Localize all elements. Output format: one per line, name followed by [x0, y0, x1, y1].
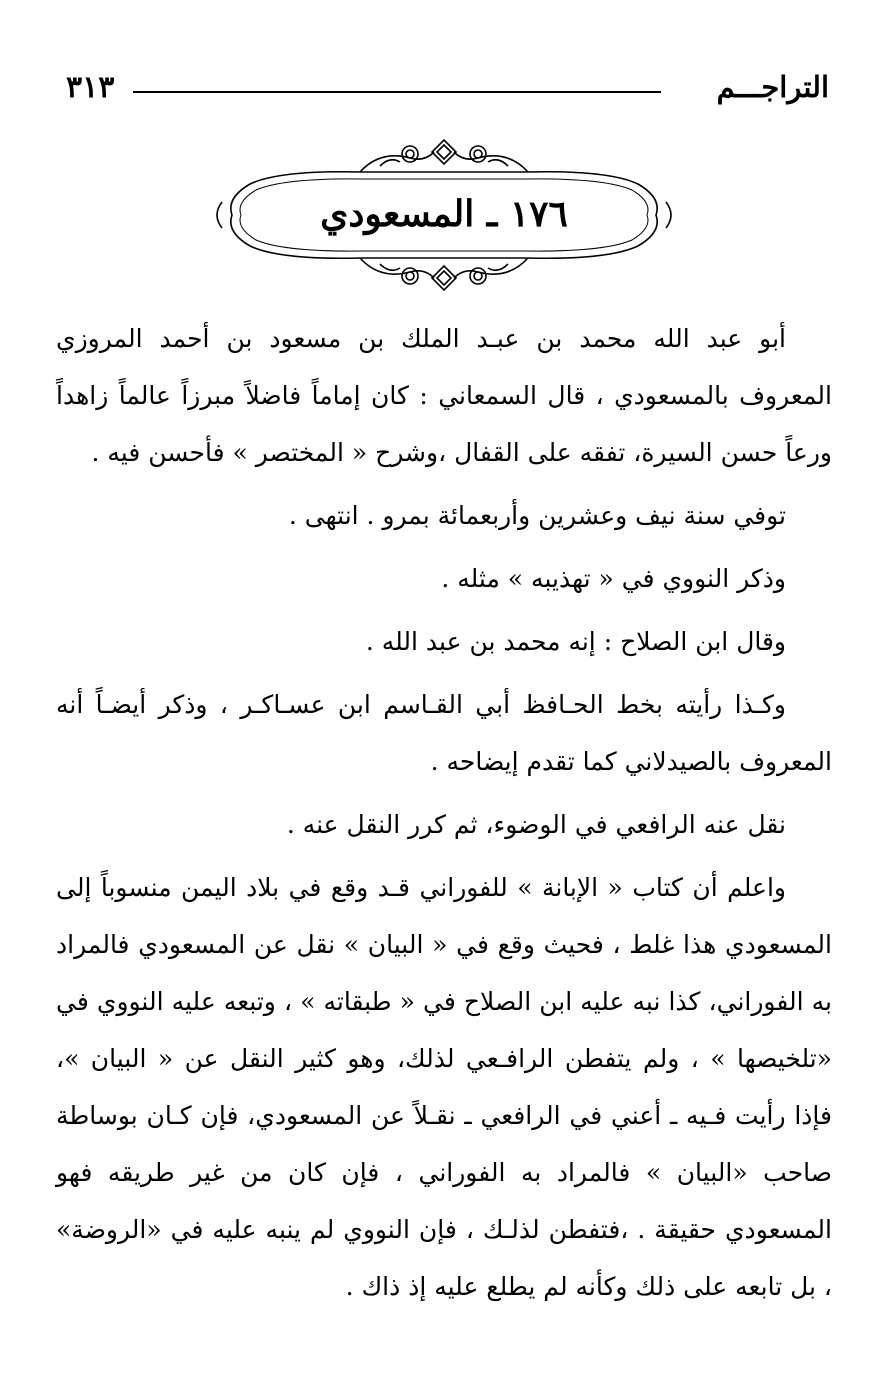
page-number: ٣١٣ [66, 70, 115, 105]
paragraph: توفي سنة نيف وعشرين وأربعمائة بمرو . انتهى . [288, 501, 786, 530]
header-rule [133, 91, 661, 93]
chapter-heading: ١٧٦ ـ المسعودي [320, 193, 568, 235]
running-header [58, 64, 829, 108]
paragraph: أبو عبد الله محمد بن عبـد الملك بن مسعود بن أحمد المروزي المعروف بالمسعودي ، قال السمعاني : كان إماماً فاضلاً مبرزاً عالماً زاهداً ورعاً حسن السيرة، تفقه على القفال ،وشرح « المختصر » فأحسن فيه . [56, 324, 832, 467]
body-text [56, 310, 832, 1315]
paragraph: نقل عنه الرافعي في الوضوء، ثم كرر النقل عنه . [286, 810, 786, 839]
running-header-title: التراجـــم [716, 70, 829, 104]
paragraph: وذكر النووي في « تهذيبه » مثله . [441, 564, 786, 593]
paragraph: وكـذا رأيته بخط الحـافظ أبي القـاسم ابن عسـاكـر ، وذكر أيضـاً أنه المعروف بالصيدلاني كما تقدم إيضاحه . [56, 690, 832, 776]
paragraph: وقال ابن الصلاح : إنه محمد بن عبد الله . [365, 627, 786, 656]
paragraph: واعلم أن كتاب « الإبانة » للفوراني قـد وقع في بلاد اليمن منسوباً إلى المسعودي هذا غلط ، فحيث وقع في « البيان » نقل عن المسعودي فالمراد به الفوراني، كذا نبه عليه ابن الصلاح في « طبقاته » ، وتبعه عليه النووي في «تلخيصها » ، ولم يتفطن الرافـعي لذلك، وهو كثير النقل عن « البيان »، فإذا رأيت فـيه ـ أعني في الرافعي ـ نقـلاً عن المسعودي، فإن كـان بوساطة صاحب «البيان » فالمراد به الفوراني ، فإن كان من غير طريقه فهو المسعودي حقيقة . ،فتفطن لذلـك ، فإن النووي لم ينبه عليه في «الروضة» ، بل تابعه على ذلك وكأنه لم يطلع عليه إذ ذاك . [56, 873, 832, 1301]
